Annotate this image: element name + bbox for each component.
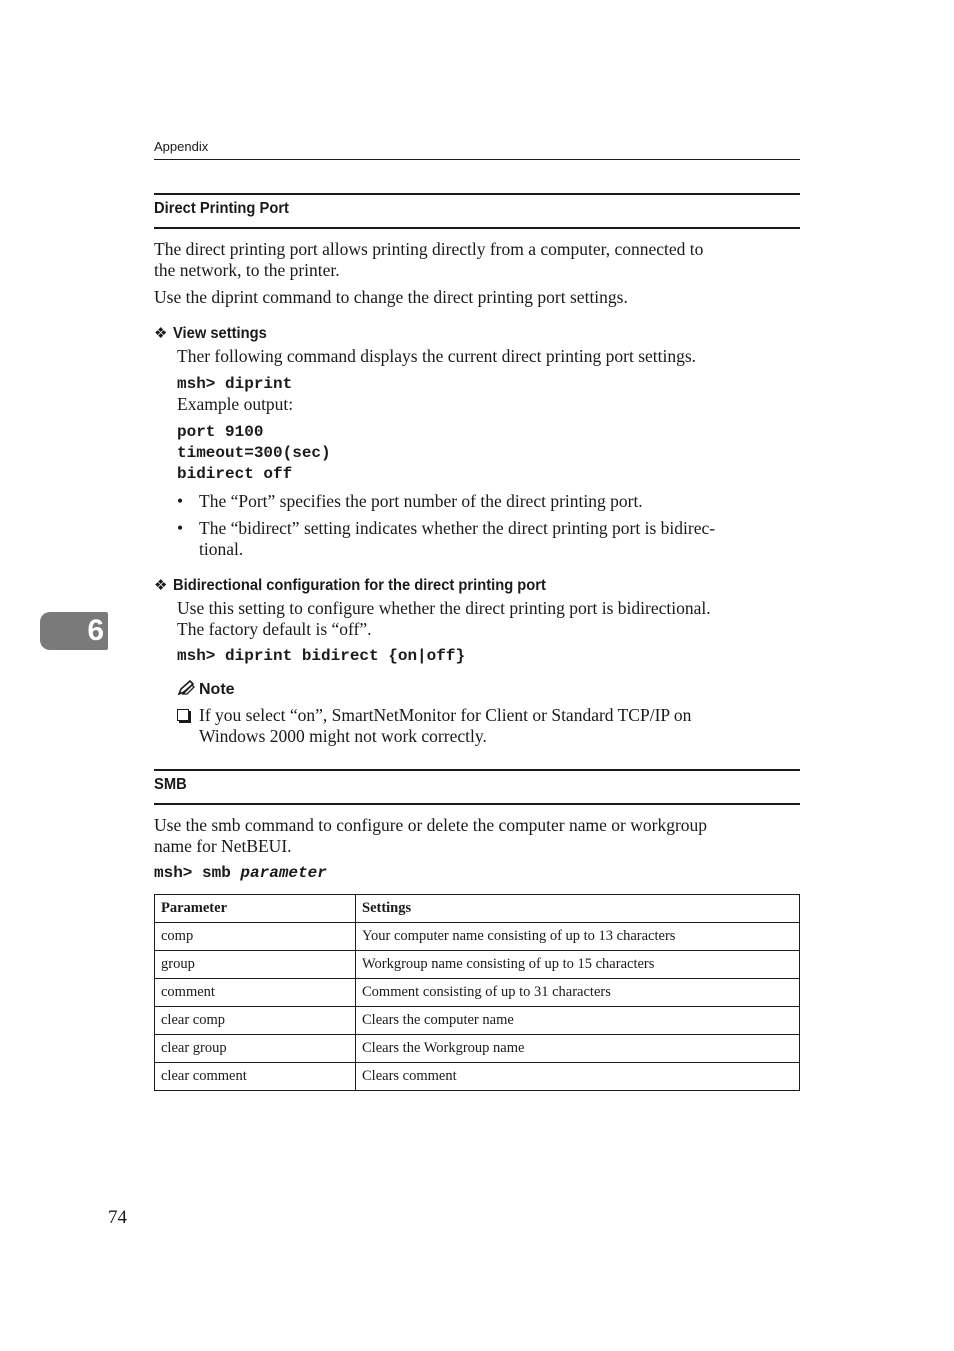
smb-line-2: name for NetBEUI. xyxy=(154,836,292,856)
note-text: If you select “on”, SmartNetMonitor for Client or Standard TCP/IP on xyxy=(199,705,692,725)
code-output-line: bidirect off xyxy=(177,465,293,483)
table-cell: Clears comment xyxy=(356,1063,800,1091)
note-label: Note xyxy=(199,681,235,698)
example-output-label: Example output: xyxy=(177,394,294,414)
view-settings-text: Ther following command displays the current direct printing port settings. xyxy=(177,346,697,366)
smb-line-1: Use the smb command to configure or delete the computer name or workgroup xyxy=(154,815,708,835)
section-title-smb: SMB xyxy=(154,776,187,793)
table-cell: Clears the computer name xyxy=(356,1007,800,1035)
bullet-dot-icon: • xyxy=(177,491,184,511)
subheading-label: View settings xyxy=(173,325,268,342)
code-smb xyxy=(154,863,327,884)
running-header: Appendix xyxy=(154,139,209,154)
diamond-bullet-icon: ❖ xyxy=(154,577,168,594)
intro-line-1: The direct printing port allows printing directly from a computer, connected to xyxy=(154,239,704,259)
table-cell: Comment consisting of up to 31 characters xyxy=(356,979,800,1007)
table-cell: comment xyxy=(155,979,356,1007)
table-cell: clear group xyxy=(155,1035,356,1063)
code-output-line: timeout=300(sec) xyxy=(177,444,331,462)
chapter-tab: 6 xyxy=(40,612,108,650)
page-number: 74 xyxy=(108,1207,127,1228)
bullet-dot-icon: • xyxy=(177,518,184,538)
code-diprint: msh> diprint xyxy=(177,375,293,393)
table-row xyxy=(155,923,800,951)
diamond-bullet-icon: ❖ xyxy=(154,325,168,342)
bidir-line-2: The factory default is “off”. xyxy=(177,619,372,639)
table-cell: clear comp xyxy=(155,1007,356,1035)
table-cell: Your computer name consisting of up to 13 characters xyxy=(356,923,800,951)
subheading-bidirectional xyxy=(154,576,579,595)
section-rule-top xyxy=(154,193,800,195)
intro-paragraph-2: Use the diprint command to change the direct printing port settings. xyxy=(154,287,628,307)
table-cell: group xyxy=(155,951,356,979)
subheading-view-settings xyxy=(154,324,275,343)
code-output-line: port 9100 xyxy=(177,423,264,441)
table-row xyxy=(155,1007,800,1035)
table-row xyxy=(155,979,800,1007)
bullet-text-continued: tional. xyxy=(199,539,244,559)
section-rule-bottom xyxy=(154,227,800,229)
subheading-label: Bidirectional configuration for the direct printing port xyxy=(173,577,547,594)
section-rule-top xyxy=(154,769,800,771)
table-header-row xyxy=(155,895,800,923)
table-cell: Clears the Workgroup name xyxy=(356,1035,800,1063)
table-row xyxy=(155,951,800,979)
table-cell: comp xyxy=(155,923,356,951)
table-row xyxy=(155,1035,800,1063)
note-heading xyxy=(177,680,235,699)
table-header-cell: Settings xyxy=(356,895,800,923)
table-cell: Workgroup name consisting of up to 15 characters xyxy=(356,951,800,979)
checkbox-bullet-icon xyxy=(177,709,189,721)
bullet-text: The “bidirect” setting indicates whether the direct printing port is bidirec- xyxy=(199,518,716,538)
bullet-item xyxy=(177,491,799,512)
bullet-text: The “Port” specifies the port number of the direct printing port. xyxy=(199,491,643,511)
code-diprint-bidirect: msh> diprint bidirect {on|off} xyxy=(177,647,466,665)
intro-line-2: the network, to the printer. xyxy=(154,260,340,280)
table-header-cell: Parameter xyxy=(155,895,356,923)
section-title-direct-printing-port: Direct Printing Port xyxy=(154,200,289,217)
bidir-line-1: Use this setting to configure whether the direct printing port is bidirectional. xyxy=(177,598,711,618)
note-item xyxy=(177,705,799,747)
section-rule-bottom xyxy=(154,803,800,805)
bullet-item xyxy=(177,518,799,560)
smb-parameter-table xyxy=(154,894,800,1091)
code-smb-prefix: msh> smb xyxy=(154,864,241,882)
header-rule xyxy=(154,159,800,160)
pencil-note-icon xyxy=(177,680,195,696)
table-cell: clear comment xyxy=(155,1063,356,1091)
note-text-continued: Windows 2000 might not work correctly. xyxy=(199,726,487,746)
table-row xyxy=(155,1063,800,1091)
code-smb-param: parameter xyxy=(240,864,327,882)
